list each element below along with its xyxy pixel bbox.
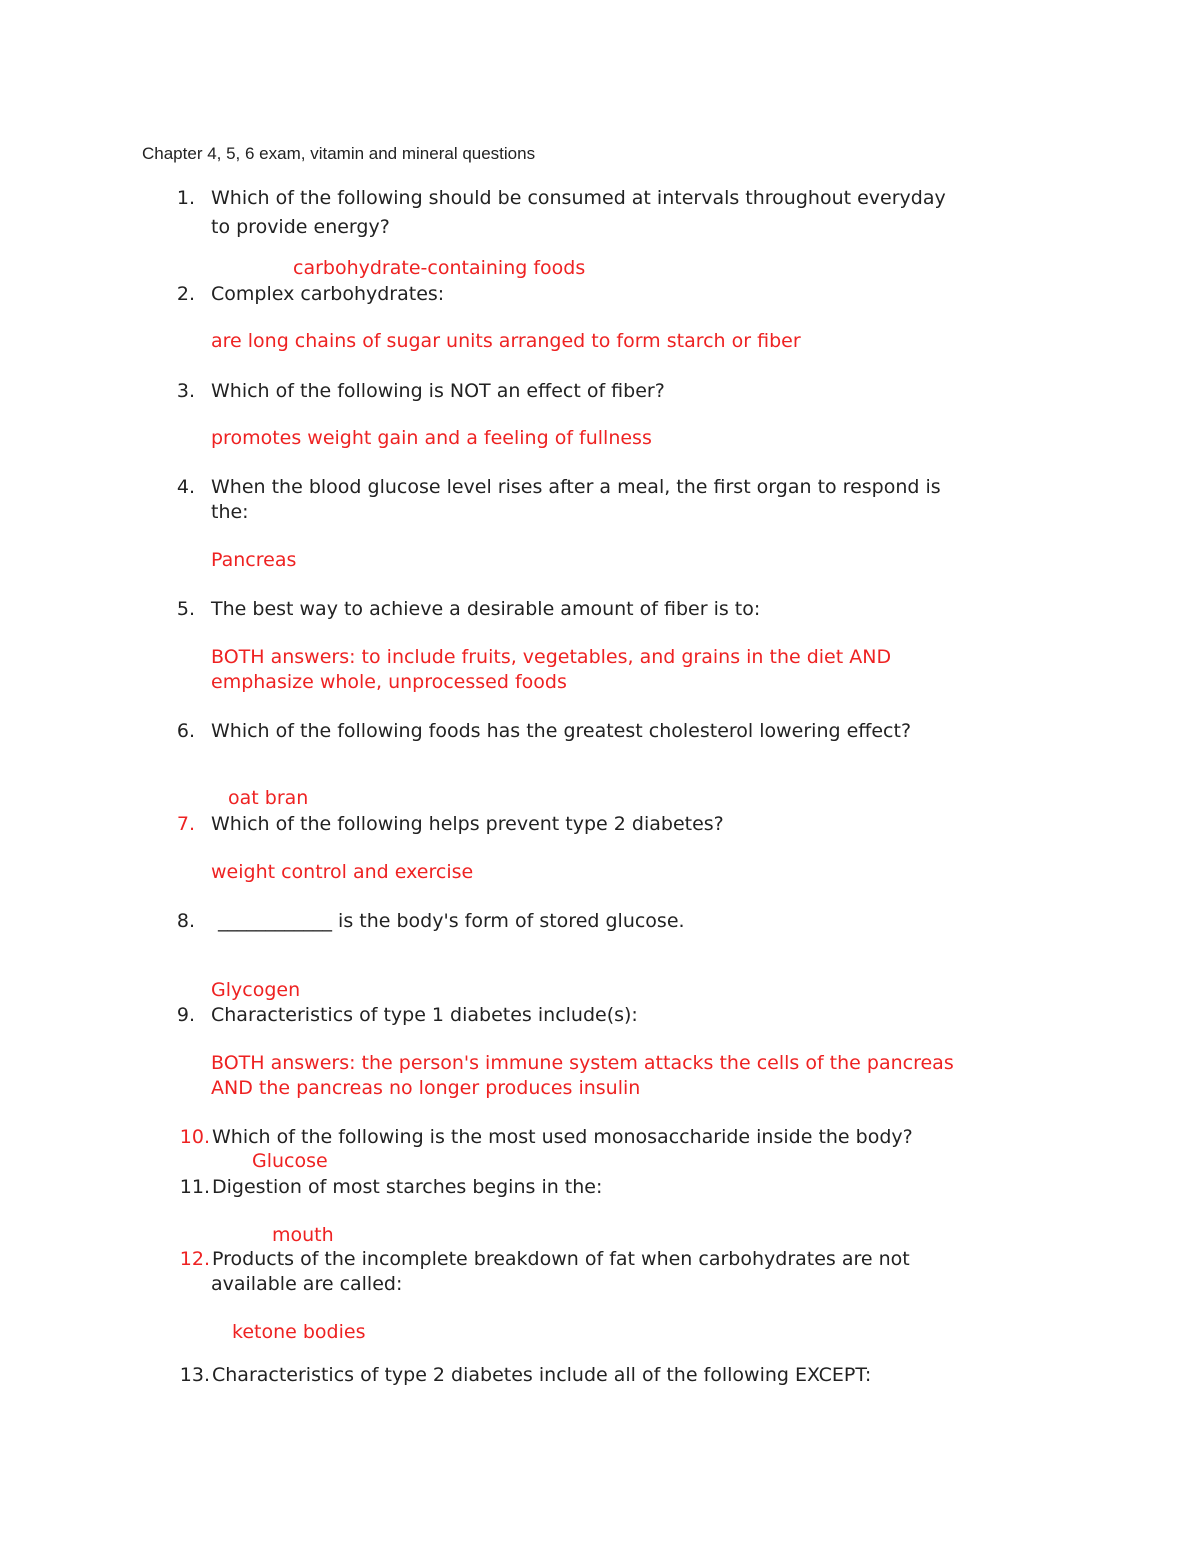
question-text: Which of the following helps prevent type 2 diabetes?: [211, 813, 724, 835]
answer-text: BOTH answers: to include fruits, vegetables, and grains in the diet AND: [211, 646, 892, 668]
question-text: The best way to achieve a desirable amount of fiber is to:: [211, 598, 761, 620]
question-number: 13.: [179, 1364, 210, 1386]
answer-text: promotes weight gain and a feeling of fullness: [211, 427, 652, 449]
question-text: Which of the following foods has the greatest cholesterol lowering effect?: [211, 720, 912, 742]
question-text: Which of the following is NOT an effect of fiber?: [211, 380, 665, 402]
answer-text: Glycogen: [211, 979, 301, 1001]
question-text: Digestion of most starches begins in the:: [212, 1176, 603, 1198]
answer-text: BOTH answers: the person's immune system attacks the cells of the pancreas: [211, 1052, 954, 1074]
question-number: 1.: [176, 187, 195, 209]
question-text: Characteristics of type 2 diabetes include all of the following EXCEPT:: [212, 1364, 872, 1386]
answer-text: weight control and exercise: [211, 861, 474, 883]
question-number: 9.: [176, 1004, 195, 1026]
answer-text: oat bran: [228, 787, 309, 809]
question-number: 8.: [176, 910, 195, 932]
question-text: to provide energy?: [211, 216, 390, 238]
question-text: ____________ is the body's form of stored glucose.: [218, 910, 685, 932]
question-number: 6.: [176, 720, 195, 742]
question-number: 10.: [179, 1126, 210, 1148]
question-text: Complex carbohydrates:: [211, 283, 445, 305]
question-text: Characteristics of type 1 diabetes include(s):: [211, 1004, 638, 1026]
question-number: 2.: [176, 283, 195, 305]
answer-text: Glucose: [252, 1150, 328, 1172]
question-text: Products of the incomplete breakdown of fat when carbohydrates are not: [212, 1248, 910, 1270]
question-number: 3.: [176, 380, 195, 402]
answer-text: mouth: [272, 1224, 334, 1246]
answer-text: AND the pancreas no longer produces insulin: [211, 1077, 641, 1099]
question-number: 5.: [176, 598, 195, 620]
question-text: Which of the following should be consumed at intervals throughout everyday: [211, 187, 946, 209]
page-title: Chapter 4, 5, 6 exam, vitamin and mineral questions: [142, 144, 536, 163]
answer-text: emphasize whole, unprocessed foods: [211, 671, 567, 693]
question-number: 11.: [179, 1176, 210, 1198]
question-number: 12.: [179, 1248, 210, 1270]
question-text: Which of the following is the most used monosaccharide inside the body?: [212, 1126, 913, 1148]
question-number: 7.: [176, 813, 195, 835]
question-number: 4.: [176, 476, 195, 498]
answer-text: ketone bodies: [232, 1321, 366, 1343]
answer-text: carbohydrate-containing foods: [293, 257, 586, 279]
answer-text: are long chains of sugar units arranged to form starch or fiber: [211, 330, 801, 352]
question-text: the:: [211, 501, 249, 523]
question-text: When the blood glucose level rises after a meal, the first organ to respond is: [211, 476, 941, 498]
answer-text: Pancreas: [211, 549, 297, 571]
question-text: available are called:: [211, 1273, 403, 1295]
